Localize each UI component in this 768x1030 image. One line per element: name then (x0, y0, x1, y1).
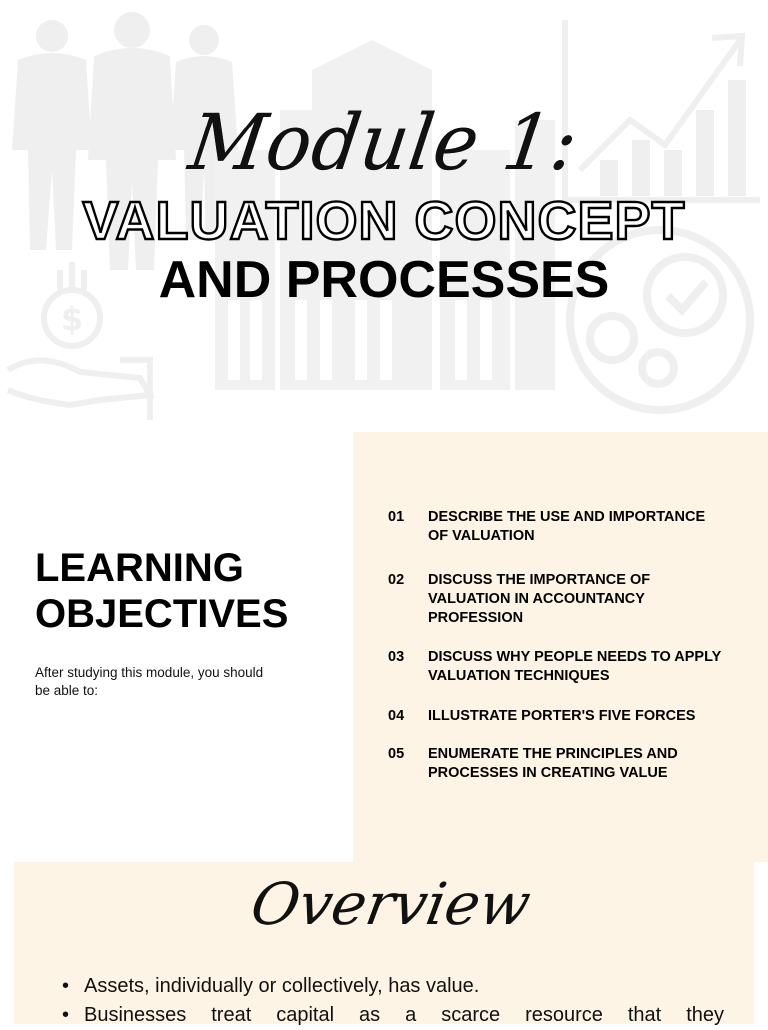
objective-text: ILLUSTRATE PORTER'S FIVE FORCES (428, 708, 696, 724)
objective-text: DESCRIBE THE USE AND IMPORTANCE OF VALUATION (428, 509, 706, 544)
hero-section (0, 0, 768, 420)
module-script-title: Module 1: (183, 97, 585, 189)
objective-item (388, 571, 738, 628)
objective-item (388, 707, 738, 726)
heading-line1: LEARNING (35, 546, 244, 590)
objective-text: DISCUSS THE IMPORTANCE OF VALUATION IN ACCOUNTANCY PROFESSION (428, 572, 651, 626)
page-title-line2: AND PROCESSES (158, 251, 610, 309)
overview-bullet: • Businesses treat capital as a scarce resource that they (60, 1001, 724, 1030)
objective-number: 02 (388, 572, 405, 588)
page-title-line1: VALUATION CONCEPT (82, 191, 686, 251)
objective-item (388, 745, 738, 783)
objective-number: 05 (388, 746, 405, 762)
objective-number: 01 (388, 509, 405, 525)
objectives-intro: After studying this module, you should be able to: (35, 665, 264, 698)
overview-heading: Overview (246, 870, 536, 938)
objective-number: 04 (388, 708, 405, 724)
objective-text: ENUMERATE THE PRINCIPLES AND PROCESSES IN CREATING VALUE (428, 746, 678, 781)
objective-text: DISCUSS WHY PEOPLE NEEDS TO APPLY VALUATION TECHNIQUES (428, 649, 722, 684)
objective-number: 03 (388, 649, 405, 665)
learning-objectives-heading (35, 545, 335, 637)
svg-text:$: $ (60, 300, 84, 338)
objective-item (388, 508, 738, 546)
heading-line2: OBJECTIVES (35, 592, 289, 636)
overview-bullets (60, 972, 724, 1030)
objectives-list (388, 508, 738, 783)
overview-bullet: • Assets, individually or collectively, has value. (60, 972, 724, 1001)
objective-item (388, 648, 738, 686)
